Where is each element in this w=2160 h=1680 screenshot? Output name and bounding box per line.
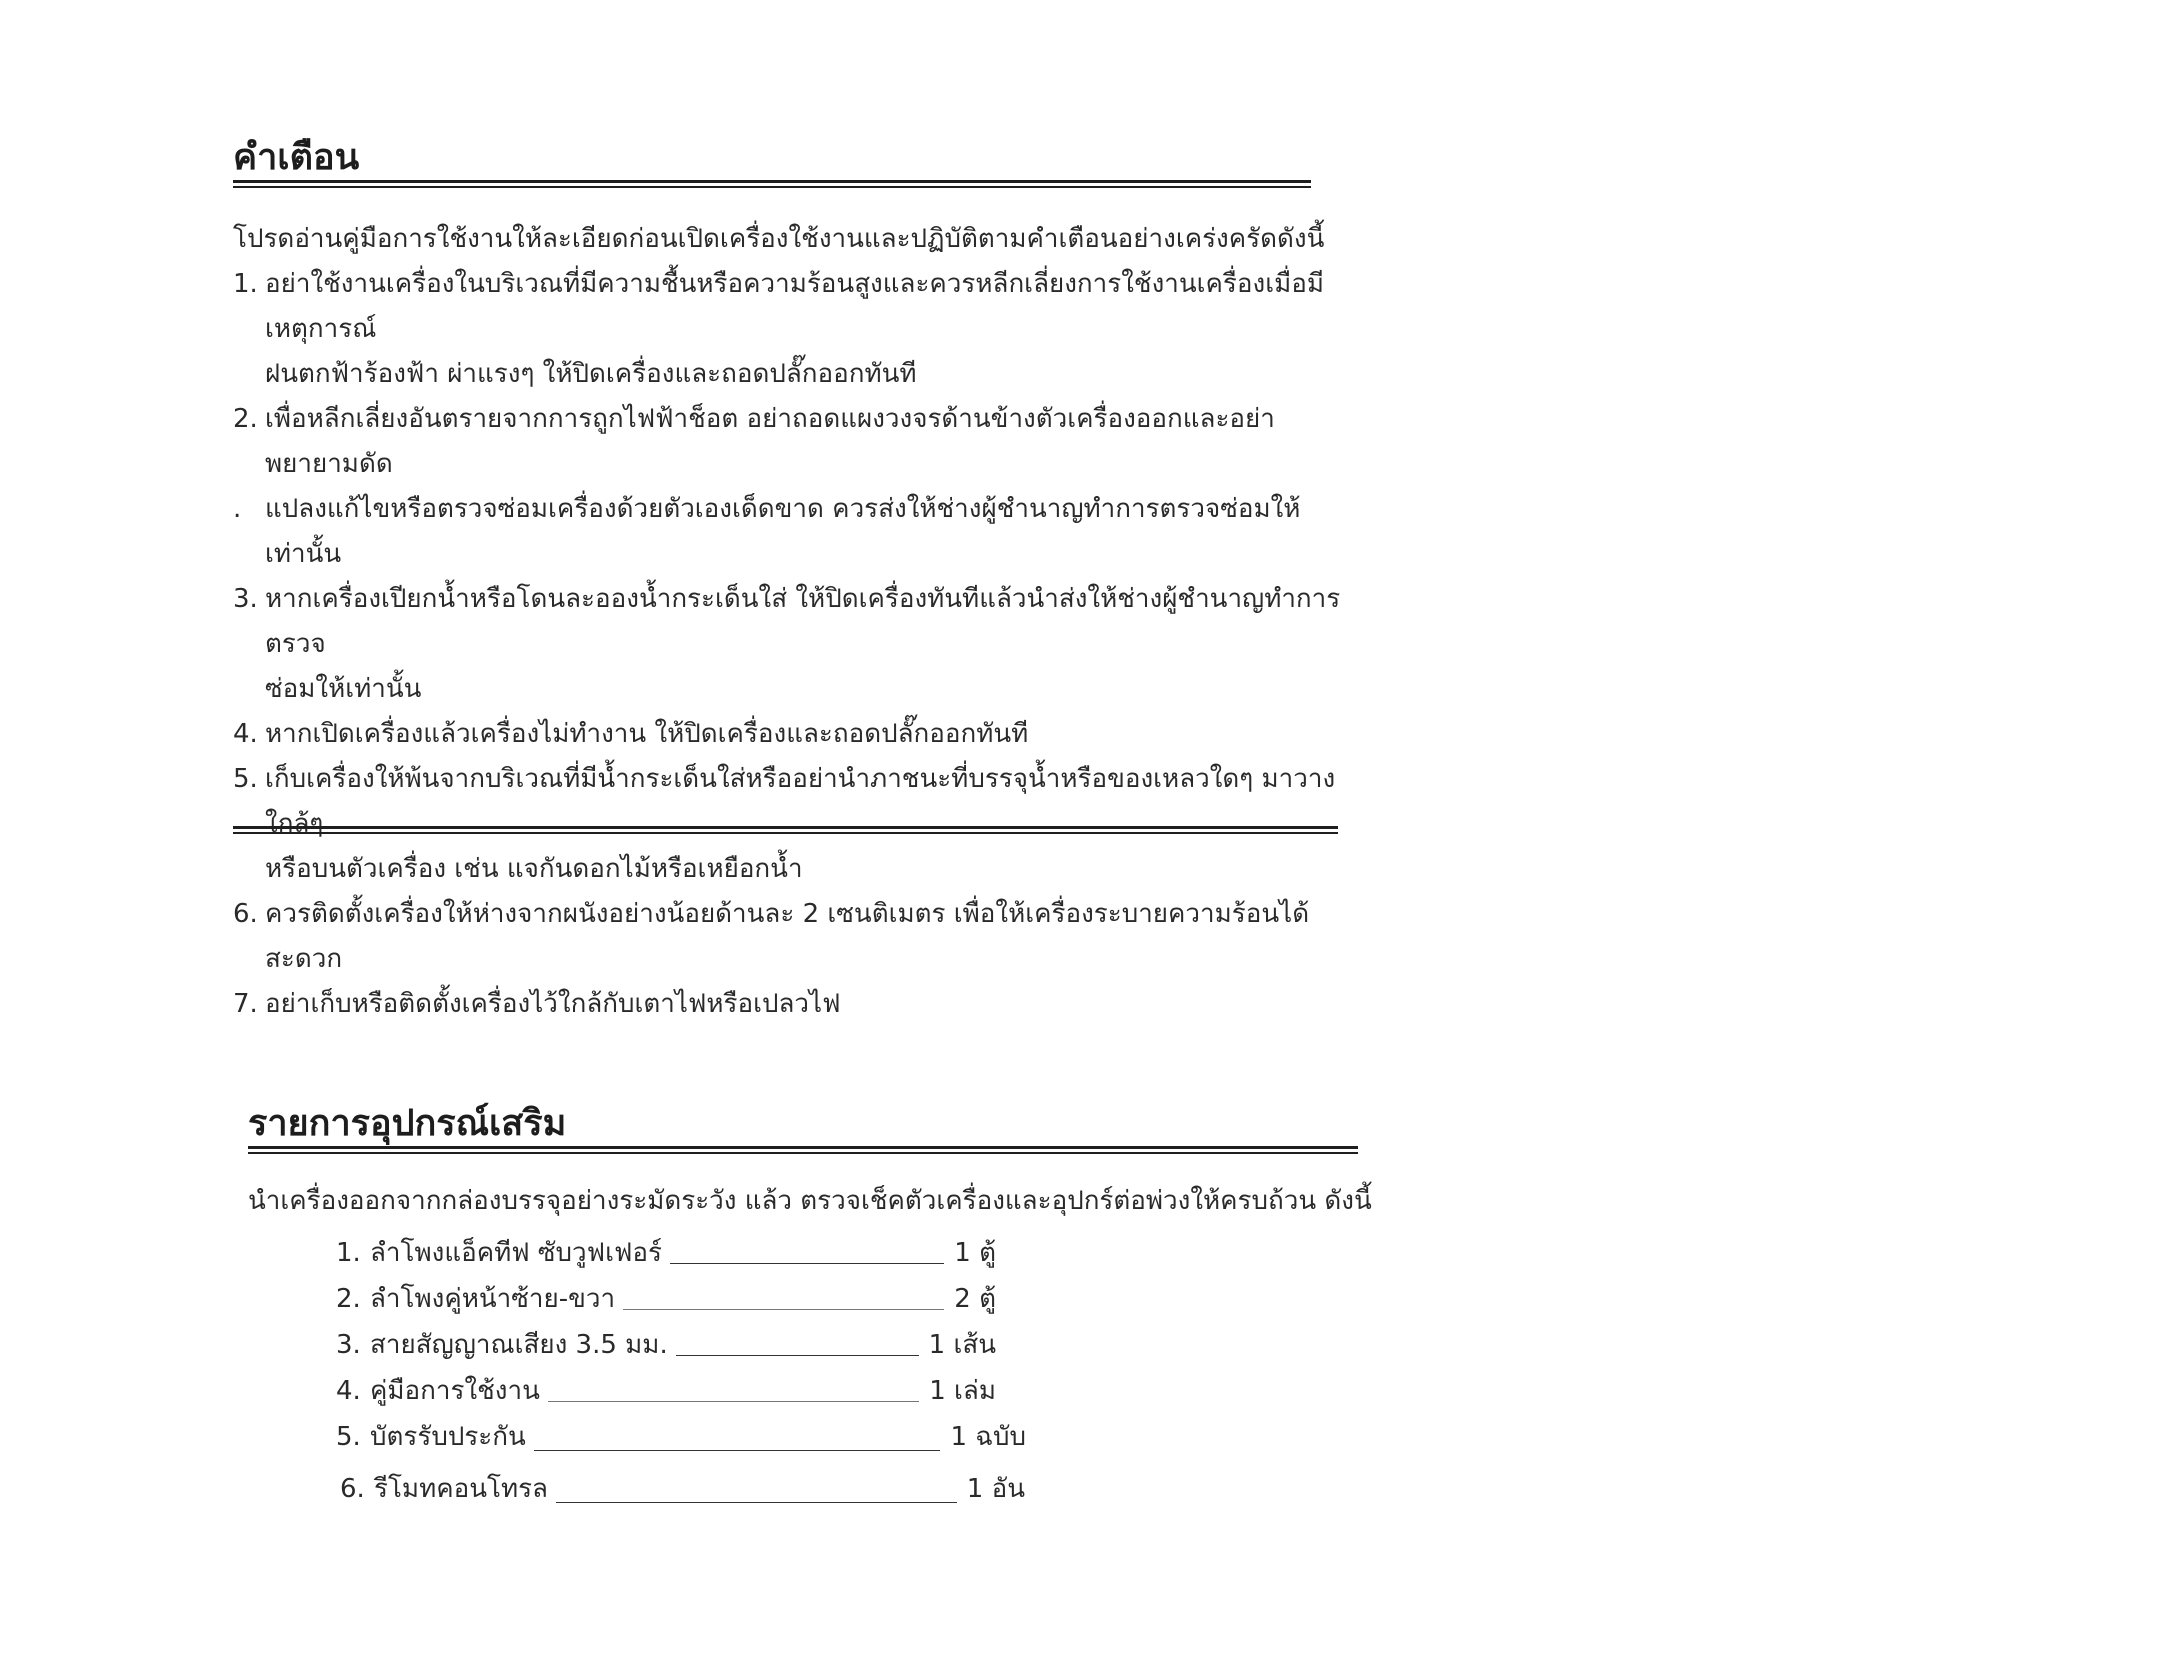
leader-line (670, 1263, 944, 1264)
leader-line (534, 1450, 941, 1451)
warning-item (233, 577, 1343, 712)
accessory-quantity: 1 อัน (966, 1474, 1025, 1504)
warning-item-text: แปลงแก้ไขหรือตรวจซ่อมเครื่องด้วยตัวเองเด็ดขาด ควรส่งให้ช่างผู้ชำนาญทำการตรวจซ่อมให้เท่านั้น (265, 494, 1301, 569)
warning-section-end-rule-bottom (233, 832, 1338, 834)
warning-item-text: อย่าเก็บหรือติดตั้งเครื่องไว้ใกล้กับเตาไฟหรือเปลวไฟ (265, 989, 841, 1019)
warning-title: คำเตือน (233, 137, 360, 178)
accessory-item (336, 1370, 996, 1416)
accessory-number: 6. (340, 1474, 365, 1504)
warning-item (233, 397, 1343, 487)
accessories-intro: นำเครื่องออกจากกล่องบรรจุอย่างระมัดระวัง แล้ว ตรวจเช็คตัวเครื่องและอุปกร์ต่อพ่วงให้ครบถ้วน ดังนี้ (248, 1186, 1372, 1216)
accessory-item (336, 1232, 996, 1278)
accessory-name: คู่มือการใช้งาน (370, 1376, 540, 1406)
leader-line (623, 1309, 944, 1310)
leader-line (548, 1401, 919, 1402)
accessory-item (336, 1468, 1025, 1520)
accessories-title-rule-bottom (248, 1152, 1358, 1154)
accessory-number: 5. (336, 1422, 361, 1452)
leader-line (556, 1502, 957, 1503)
accessory-quantity: 1 เล่ม (929, 1376, 996, 1406)
warning-list (233, 262, 1343, 1027)
accessory-number: 4. (336, 1376, 361, 1406)
warning-item-text: หากเปิดเครื่องแล้วเครื่องไม่ทำงาน ให้ปิดเครื่องและถอดปลั๊กออกทันที (265, 719, 1029, 749)
accessory-item (336, 1324, 996, 1370)
warning-item-text: อย่าใช้งานเครื่องในบริเวณที่มีความชื้นหรือความร้อนสูงและควรหลีกเลี่ยงการใช้งานเครื่องเมื่อมีเหตุการณ์ ฝนตกฟ้าร้องฟ้า ผ่าแรงๆ ให้ปิดเครื่องและถอดปลั๊กออกทันที (265, 269, 1324, 389)
warning-item (233, 487, 1343, 577)
warning-item-text: ควรติดตั้งเครื่องให้ห่างจากผนังอย่างน้อยด้านละ 2 เซนติเมตร เพื่อให้เครื่องระบายความร้อนได้สะดวก (265, 899, 1310, 974)
warning-item-number: 7. (233, 989, 258, 1019)
accessory-name: ลำโพงแอ็คทีฟ ซับวูฟเฟอร์ (370, 1238, 662, 1268)
warning-item (233, 982, 1343, 1027)
warning-item (233, 757, 1343, 892)
accessory-quantity: 1 ฉบับ (950, 1422, 1026, 1452)
warning-item-number: . (233, 494, 242, 524)
warning-item (233, 712, 1343, 757)
accessory-item (336, 1278, 996, 1324)
accessory-name: รีโมทคอนโทรล (374, 1474, 548, 1504)
warning-title-rule-bottom (233, 186, 1311, 188)
warning-item-number: 1. (233, 269, 258, 299)
warning-item (233, 892, 1343, 982)
accessory-quantity: 1 ตู้ (954, 1238, 996, 1268)
warning-intro: โปรดอ่านคู่มือการใช้งานให้ละเอียดก่อนเปิดเครื่องใช้งานและปฏิบัติตามคำเตือนอย่างเคร่งครัดดังนี้ (233, 224, 1325, 254)
warning-item-text: เก็บเครื่องให้พ้นจากบริเวณที่มีน้ำกระเด็นใส่หรืออย่านำภาชนะที่บรรจุน้ำหรือของเหลวใดๆ มาวางใกล้ๆ หรือบนตัวเครื่อง เช่น แจกันดอกไม้หรือเหยือกน้ำ (265, 764, 1336, 884)
warning-item-number: 6. (233, 899, 258, 929)
warning-item-text: หากเครื่องเปียกน้ำหรือโดนละอองน้ำกระเด็นใส่ ให้ปิดเครื่องทันทีแล้วนำส่งให้ช่างผู้ชำนาญทำการตรวจ ซ่อมให้เท่านั้น (265, 584, 1341, 704)
accessory-number: 2. (336, 1284, 361, 1314)
warning-item-number: 2. (233, 404, 258, 434)
leader-line (676, 1355, 919, 1356)
accessory-name: บัตรรับประกัน (370, 1422, 526, 1452)
warning-section-end-rule-top (233, 826, 1338, 829)
accessories-list (336, 1232, 1026, 1520)
accessory-item (336, 1416, 1026, 1468)
warning-item-number: 4. (233, 719, 258, 749)
accessories-title: รายการอุปกรณ์เสริม (248, 1103, 567, 1144)
warning-item (233, 262, 1343, 397)
accessory-name: ลำโพงคู่หน้าซ้าย-ขวา (370, 1284, 616, 1314)
accessory-number: 1. (336, 1238, 361, 1268)
warning-title-rule-top (233, 180, 1311, 183)
accessory-name: สายสัญญาณเสียง 3.5 มม. (370, 1330, 668, 1360)
accessory-number: 3. (336, 1330, 361, 1360)
warning-item-number: 3. (233, 584, 258, 614)
accessories-title-rule-top (248, 1146, 1358, 1149)
accessory-quantity: 2 ตู้ (954, 1284, 996, 1314)
warning-item-number: 5. (233, 764, 258, 794)
warning-item-text: เพื่อหลีกเลี่ยงอันตรายจากการถูกไฟฟ้าช็อต อย่าถอดแผงวงจรด้านข้างตัวเครื่องออกและอย่าพยายามดัด (265, 404, 1275, 479)
accessory-quantity: 1 เส้น (928, 1330, 996, 1360)
